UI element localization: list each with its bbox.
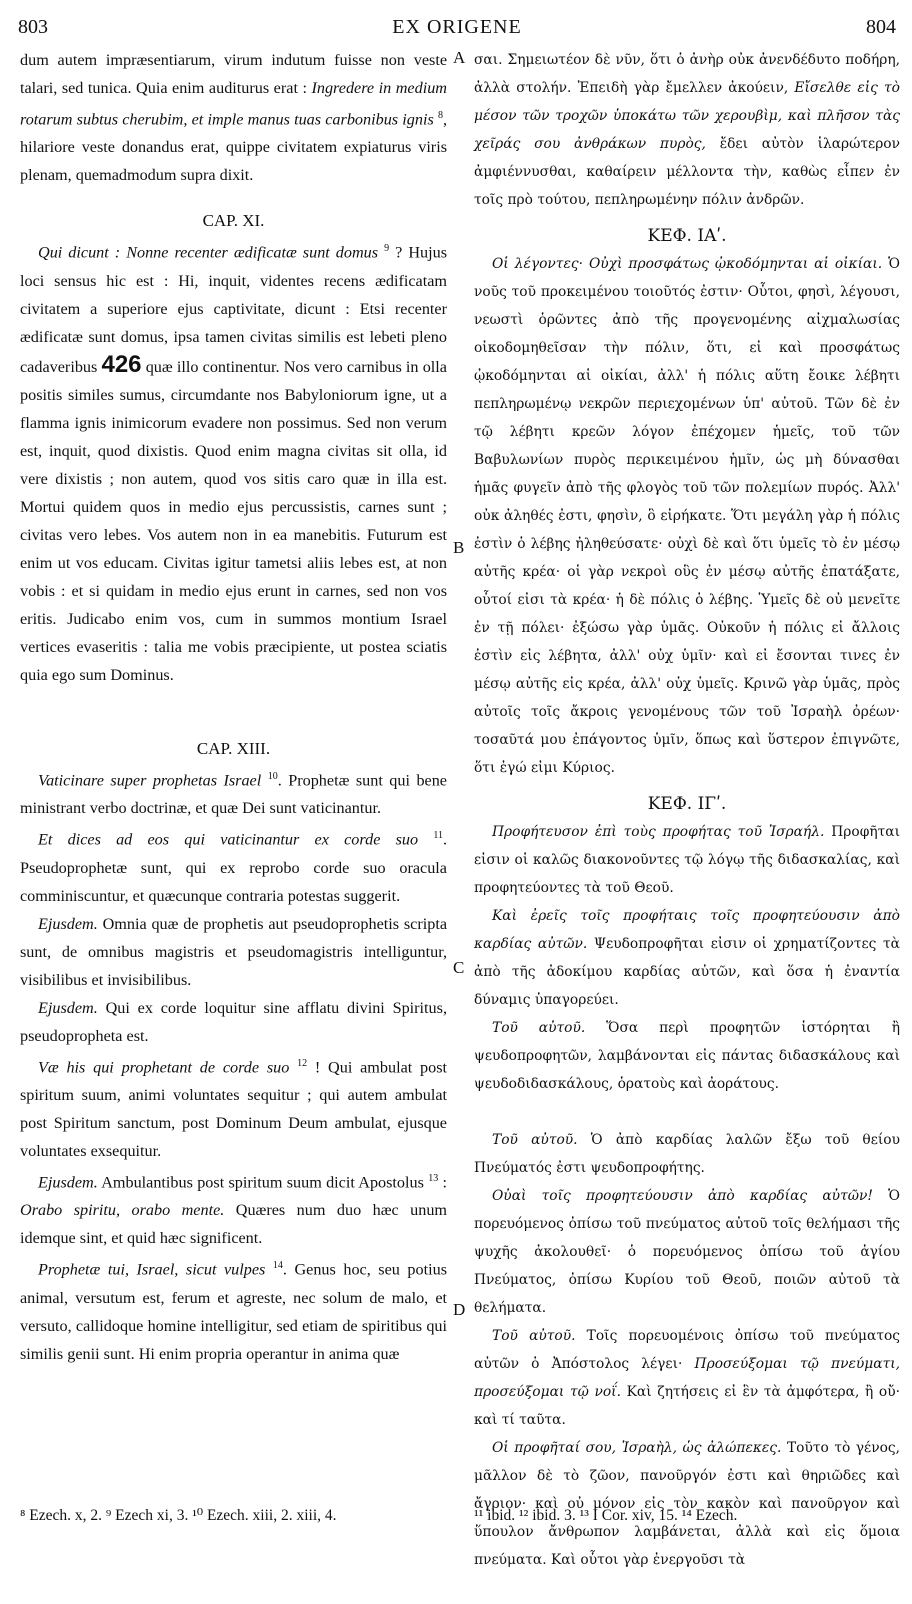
latin-column: [20, 46, 447, 1368]
greek-paragraph: Οὐαὶ τοῖς προφητεύουσιν ἀπὸ καρδίας αὐτῶν! Ὁ πορευόμενος ὀπίσω τοῦ πνεύματος αὐτοῦ τοῖς θελήμασι τῆς ψυχῆς ἀκολουθεῖ· ὁ πορευόμενος ὀπίσω τοῦ ἁγίου Πνεύματος, ὀπίσω Κυρίου τοῦ Θεοῦ, ποιῶν αὐτοῦ τὰ θελήματα.: [474, 1188, 900, 1316]
margin-marker-a: A: [453, 48, 466, 67]
greek-column: [474, 46, 900, 1574]
margin-marker-b: B: [453, 538, 465, 557]
latin-paragraph: Væ his qui prophetant de corde suo $^{12}$ ! Qui ambulat post spiritum suum, animi voluntates sequitur ; qui autem ambulat post Spiritum sanctum, post Dominum Deum ambulat, ejusque voluntates exsequitur.: [20, 1057, 447, 1160]
latin-paragraph: Qui dicunt : Nonne recenter ædificatæ sunt domus $^9$ ? Hujus loci sensus hic est : Hi, inquit, videntes recens ædificatam civitatem a superiore ejus captivitate, dicunt : Etsi recenter ædificatæ sunt domus, ipsa tamen civitas similis est lebeti pleno cadaveribus 426 quæ illo continentur. Nos vero carnibus in olla positis similes sumus, circumdante nos Babyloniorum igne, ut a flamma ignis inimicorum evadere non possimus. Sed non verum est, inquit, quod dixistis. Quod enim magna civitas sit olla, id vere dixistis ; non autem, quod vos sitis caro quæ in illa est. Mortui quidem quos in medio ejus percussistis, carnes sunt ; civitas vero lebes. Vos autem non in ea manebitis. Futurum est enim ut vos educam. Civitas igitur tametsi aliis lebes est, at non vobis : et si quidam in medio ejus erunt in carnes, sed non vos eritis. Judicabo enim vos, cum in summos montium Israel vertices evaseritis : talia me vobis præcipiente, ut postea sciatis quia ego sum Dominus.: [20, 243, 448, 684]
chapter-heading: ΚΕΦ. ΙΓʹ.: [647, 794, 727, 814]
footnotes-left: ⁸ Ezech. x, 2. ⁹ Ezech xi, 3. ¹⁰ Ezech. xiii, 2. xiii, 4.: [20, 1507, 337, 1524]
greek-paragraph: Οἱ λέγοντες· Οὐχὶ προσφάτως ᾠκοδόμηνται αἱ οἰκίαι. Ὁ νοῦς τοῦ προκειμένου τοιοῦτός ἐστιν· Οὗτοι, φησὶ, λέγουσι, νεωστὶ ὁρῶντες ἀπὸ τῆς προγενομένης αἰχμαλωσίας οἰκοδομηθεῖσαν τὴν πόλιν, ὅτι, εἰ καὶ προσφάτως ᾠκοδόμηνται αἱ οἰκίαι, ἀλλ' ἡ πόλις αὕτη ἔοικε λέβητι πεπληρωμένῳ νεκρῶν περιεχομένων ὑπ' αὐτοῦ. Τῶν δὲ ἐν τῷ λέβητι κρεῶν λόγον ἐπέχομεν ἡμεῖς, τοῦ τῶν Βαβυλωνίων πυρὸς περικειμένου ἡμῖν, ὡς μὴ δύνασθαι ἡμᾶς φυγεῖν ἀπὸ τῆς φλογὸς τοῦ τῶν πολεμίων πυρός. Ἀλλ' οὐκ ἀληθές ἐστι, φησὶν, ὃ εἰρήκατε. Ὅτι μεγάλη γὰρ ἡ πόλις ἐστὶν ὁ λέβης ἠληθεύσατε· οὐχὶ δὲ καὶ ὅτι ὑμεῖς τὸ ἐν μέσῳ αὐτῆς κρέα· οἱ γὰρ νεκροὶ οὓς ἐν μέσῳ αὐτῆς ἐπατάξατε, οὗτοί εἰσι τὰ κρέα· ἡ δὲ πόλις ὁ λέβης. Ὑμεῖς δὲ οὐ μενεῖτε ἐν τῇ πόλει· ἐξώσω γὰρ ὑμᾶς. Οὐκοῦν ἡ πόλις εἰ ἄλλοις ἐστὶν εἰς λέβητα, ἀλλ' οὐχ ὑμῖν· καὶ εἰ ἔσονται τινες ἐν μέσῳ αὐτῆς εἰς κρέα, ἀλλ' οὐχ ὑμεῖς. Κρινῶ γὰρ ὑμᾶς, πρὸς αὐτοῖς τοῖς ἄκροις γενομένους τῶν τοῦ Ἰσραὴλ ὀρέων· τοσαῦτά μου ἐπάγοντος ὑμῖν, ὅπως καὶ ὕστερον ἐπιγνῶτε, ὅτι ἐγώ εἰμι Κύριος.: [474, 256, 900, 776]
latin-paragraph: Ejusdem. Qui ex corde loquitur sine afflatu divini Spiritus, pseudopropheta est.: [20, 998, 447, 1045]
chapter-heading: ΚΕΦ. ΙΑʹ.: [647, 226, 727, 246]
greek-paragraph: Τοῦ αὐτοῦ. Ὁ ἀπὸ καρδίας λαλῶν ἔξω τοῦ θείου Πνεύματός ἐστι ψευδοπροφήτης.: [474, 1132, 900, 1176]
latin-paragraph: Vaticinare super prophetas Israel $^{10}$. Prophetæ sunt qui bene ministrant verbo doctrinæ, et quæ Dei sunt vaticinantur.: [20, 770, 447, 818]
margin-marker-d: D: [453, 1300, 466, 1319]
chapter-heading: CAP. XI.: [202, 211, 265, 231]
greek-paragraph: Τοῦ αὐτοῦ. Τοῖς πορευομένοις ὀπίσω τοῦ πνεύματος αὐτῶν ὁ Ἀπόστολος λέγει· Προσεύξομαι τῷ πνεύματι, προσεύξομαι τῷ νοΐ. Καὶ ζητήσεις εἰ ἓν τὰ ἀμφότερα, ἢ οὔ· καὶ τί ταῦτα.: [474, 1328, 901, 1428]
chapter-heading: CAP. XIII.: [196, 738, 271, 758]
latin-paragraph: dum autem impræsentiarum, virum indutum fuisse non veste talari, sed tunica. Quia enim auditurus erat : Ingredere in medium rotarum subtus cherubim, et imple manus tuas carbonibus ignis $^8$, hilariore veste donandus erat, quippe civitatem expiaturus viris plenam, quemadmodum supra dixit.: [20, 51, 447, 185]
margin-marker-c: C: [453, 958, 465, 977]
page-number-left: 803: [18, 16, 48, 38]
greek-paragraph: Τοῦ αὐτοῦ. Ὅσα περὶ προφητῶν ἱστόρηται ἢ ψευδοπροφητῶν, λαμβάνονται εἰς πάντας διδασκάλους καὶ ψευδοδιδασκάλους, ὁρατοὺς καὶ ἀοράτους.: [474, 1020, 901, 1092]
latin-paragraph: Et dices ad eos qui vaticinantur ex corde suo $^{11}$. Pseudoprophetæ sunt, qui ex reprobo corde suo oracula comminiscuntur, et quæcunque contraria potestas suggerit.: [20, 830, 447, 905]
page-number-right: 804: [866, 16, 896, 38]
page-header: [18, 16, 896, 40]
latin-paragraph: Ejusdem. Ambulantibus post spiritum suum dicit Apostolus $^{13}$ : Orabo spiritu, orabo mente. Quæres num duo hæc unum idemque sint, et quid hæc significent.: [20, 1172, 448, 1248]
running-title: EX ORIGENE: [392, 16, 522, 38]
latin-paragraph: Ejusdem. Omnia quæ de prophetis aut pseudoprophetis scripta sunt, de omnibus magistris et pseudomagistris intelliguntur, visibilibus et invisibilibus.: [20, 914, 447, 989]
greek-paragraph: Καὶ ἐρεῖς τοῖς προφήταις τοῖς προφητεύουσιν ἀπὸ καρδίας αὐτῶν. Ψευδοπροφῆται εἰσιν οἱ χρηματίζοντες τὰ ἀπὸ τῆς ἀδοκίμου καρδίας αὐτῶν, καὶ ὅσα ἡ ἐναντία δύναμις ὑπαγορεύει.: [474, 908, 900, 1008]
footnotes-right: ¹¹ ibid. ¹² ibid. 3. ¹³ I Cor. xiv, 15. ¹⁴ Ezech.: [474, 1507, 738, 1524]
greek-paragraph: Προφήτευσον ἐπὶ τοὺς προφήτας τοῦ Ἰσραήλ. Προφῆται εἰσιν οἱ καλῶς διακονοῦντες τῷ λόγῳ τῆς διδασκαλίας, καὶ προφητεύοντες τὰ τοῦ Θεοῦ.: [474, 824, 900, 896]
greek-paragraph: σαι. Σημειωτέον δὲ νῦν, ὅτι ὁ ἀνὴρ οὐκ ἀνενδέδυτο ποδήρη, ἀλλὰ στολήν. Ἐπειδὴ γὰρ ἔμελλεν ἀκούειν, Εἴσελθε εἰς τὸ μέσον τῶν τροχῶν ὑποκάτω τῶν χερουβὶμ, καὶ πλῆσον τὰς χεῖράς σου ἀνθράκων πυρὸς, ἔδει αὐτὸν ἱλαρώτερον ἀμφιέννυσθαι, καθαίρειν μέλλοντα τὴν, καθὼς εἶπεν ἐν τοῖς πρὸ τούτου, πεπληρωμένην πόλιν ἀνδρῶν.: [474, 52, 900, 208]
column-number: 426: [101, 350, 142, 378]
latin-paragraph: Prophetæ tui, Israel, sicut vulpes $^{14}$. Genus hoc, seu potius animal, versutum est, ferum et agreste, nec solum de malo, et versuto, callidoque homine intelligitur, sed etiam de spiritibus qui similis genii sunt. Hi enim propria operantur in anima quæ: [20, 1260, 447, 1363]
greek-paragraph: Οἱ προφῆταί σου, Ἰσραὴλ, ὡς ἀλώπεκες. Τοῦτο τὸ γένος, μᾶλλον δὲ τὸ ζῶον, πανοῦργόν ἐστι καὶ θηριῶδες καὶ ἄγριον· καὶ οὐ μόνον εἰς τὸν κακὸν καὶ πανοῦργον καὶ ὕπουλον ἄνθρωπον λαμβάνεται, ἀλλὰ καὶ εἰς ὅμοια πνεύματα. Καὶ οὗτοι γὰρ ἐνεργοῦσι τὰ: [474, 1440, 900, 1568]
